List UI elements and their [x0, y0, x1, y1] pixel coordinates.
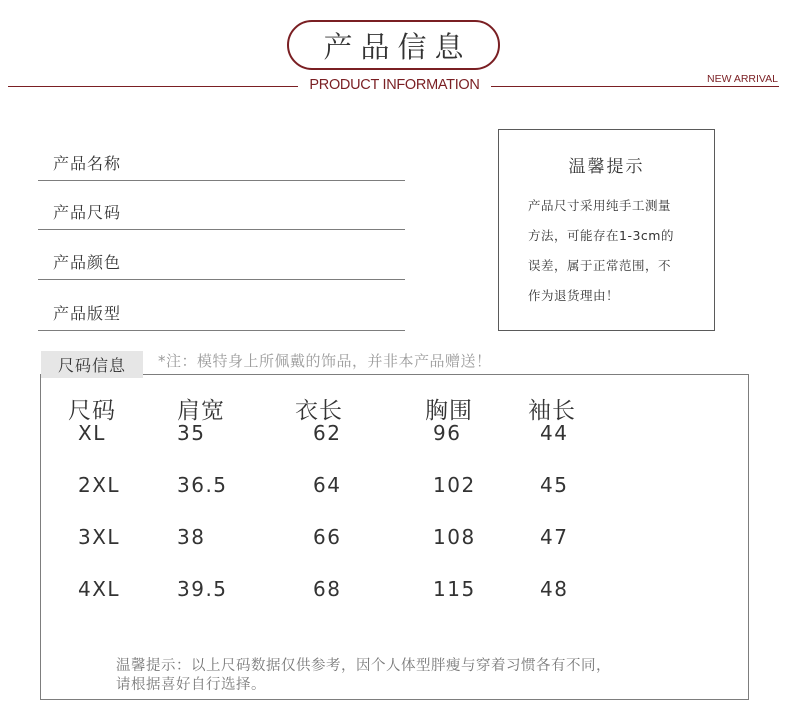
size-footer-note: 请根据喜好自行选择。	[116, 677, 266, 693]
table-cell: 108	[433, 525, 476, 549]
info-row-label: 产品尺码	[53, 203, 122, 222]
page-title: 产品信息	[287, 20, 500, 70]
tip-title: 温馨提示	[568, 157, 645, 177]
info-row-name	[38, 151, 405, 181]
info-row-fit	[38, 301, 405, 331]
info-row-label: 产品颜色	[53, 253, 122, 272]
header-rule-left	[8, 86, 298, 87]
size-section-tab: 尺码信息	[41, 351, 143, 378]
col-header-size: 尺码	[68, 398, 116, 424]
tip-line: 作为退货理由！	[528, 288, 620, 303]
tip-box	[498, 129, 715, 331]
table-cell: 102	[433, 473, 476, 497]
table-cell: 115	[433, 577, 476, 601]
tip-line: 方法，可能存在1-3cm的	[528, 228, 674, 243]
table-cell: 3XL	[78, 525, 121, 549]
table-cell: 38	[177, 525, 206, 549]
table-cell: 64	[313, 473, 342, 497]
size-table-box	[40, 374, 749, 700]
new-arrival-tag: NEW ARRIVAL	[707, 73, 778, 85]
col-header-chest: 胸围	[425, 398, 473, 424]
table-cell: 44	[540, 421, 569, 445]
table-cell: 39.5	[177, 577, 228, 601]
table-cell: 68	[313, 577, 342, 601]
col-header-shoulder: 肩宽	[177, 398, 225, 424]
table-cell: 35	[177, 421, 206, 445]
table-cell: 47	[540, 525, 569, 549]
info-row-color	[38, 250, 405, 280]
table-cell: 45	[540, 473, 569, 497]
info-row-label: 产品版型	[53, 304, 122, 323]
table-cell: 36.5	[177, 473, 228, 497]
tip-line: 误差，属于正常范围，不	[528, 258, 672, 273]
header-rule-right	[491, 86, 779, 87]
table-cell: 4XL	[78, 577, 121, 601]
col-header-sleeve: 袖长	[528, 398, 576, 424]
table-cell: 48	[540, 577, 569, 601]
size-footer-note: 温馨提示：以上尺码数据仅供参考，因个人体型胖瘦与穿着习惯各有不同，	[116, 658, 611, 674]
page-subtitle: PRODUCT INFORMATION	[309, 77, 480, 93]
col-header-length: 衣长	[295, 398, 343, 424]
info-row-size	[38, 200, 405, 230]
table-cell: XL	[78, 421, 106, 445]
size-section-note: *注：模特身上所佩戴的饰品，并非本产品赠送！	[158, 352, 492, 370]
tip-line: 产品尺寸采用纯手工测量	[528, 198, 672, 213]
table-cell: 96	[433, 421, 462, 445]
table-cell: 62	[313, 421, 342, 445]
info-row-label: 产品名称	[53, 154, 122, 173]
table-cell: 2XL	[78, 473, 121, 497]
table-cell: 66	[313, 525, 342, 549]
